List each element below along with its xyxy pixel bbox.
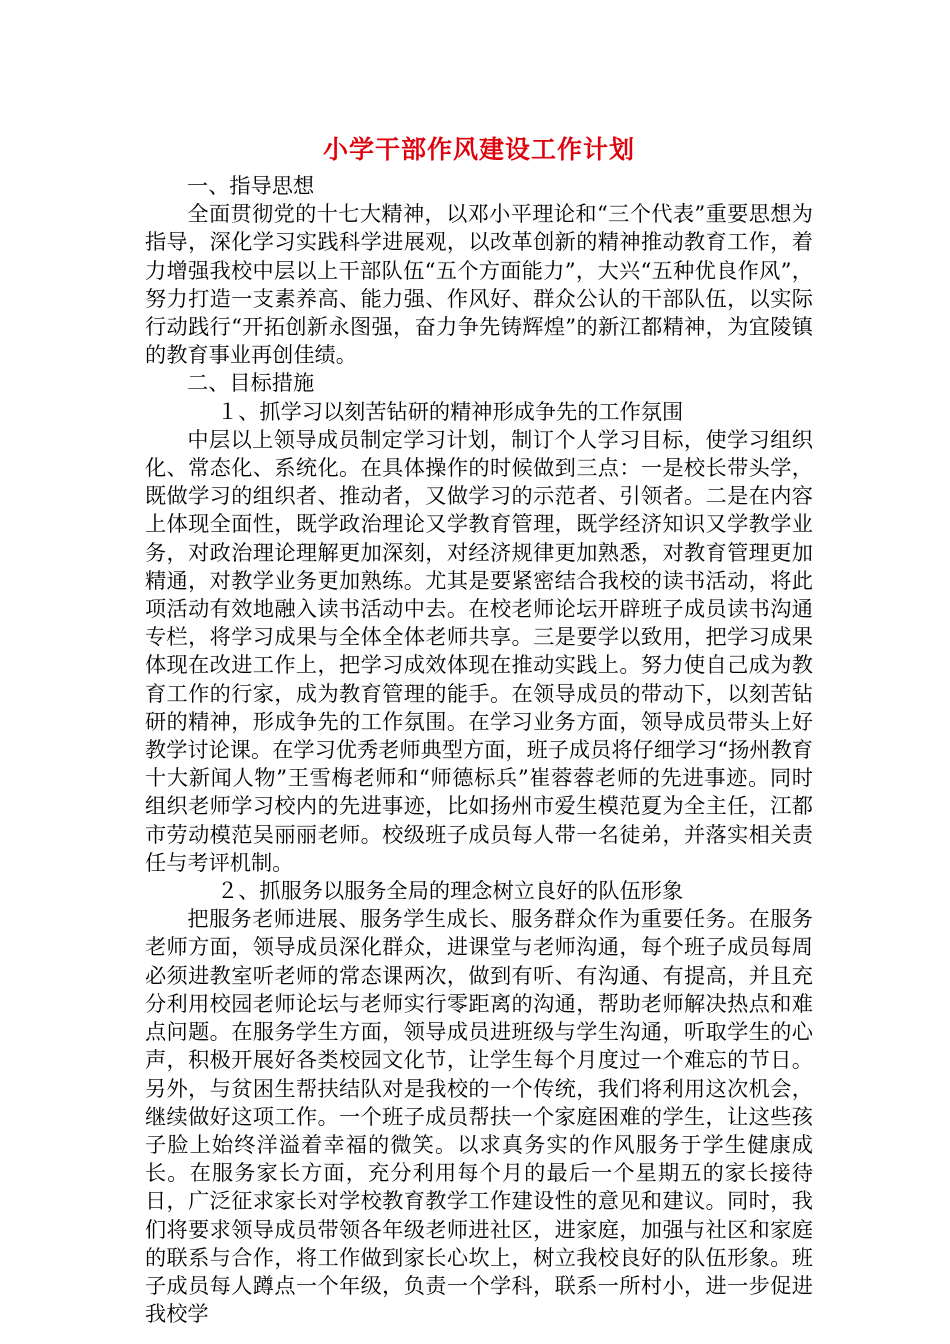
document-page — [145, 132, 813, 1328]
item-heading-study: １、抓学习以刻苦钻研的精神形成争先的工作氛围 — [217, 398, 684, 424]
section-heading-guiding-ideology: 一、指导思想 — [187, 173, 315, 198]
section-heading-goals-measures: 二、目标措施 — [187, 370, 315, 396]
guiding-ideology-paragraph: 全面贯彻党的十七大精神，以邓小平理论和“三个代表”重要思想为指导，深化学习实践科学进展观，以改革创新的精神推动教育工作，着力增强我校中层以上干部队伍“五个方面能力”，大兴“五种优良作风”，努力打造一支素养高、能力强、作风好、群众公认的干部队伍，以实际行动践行“开拓创新永图强，奋力争先铸辉煌”的新江都精神，为宜陵镇的教育事业再创佳绩。 — [145, 201, 813, 368]
item-heading-service: ２、抓服务以服务全局的理念树立良好的队伍形象 — [217, 878, 684, 904]
document-body — [145, 172, 813, 1328]
study-paragraph: 中层以上领导成员制定学习计划，制订个人学习目标，使学习组织化、常态化、系统化。在具体操作的时候做到三点：一是校长带头学，既做学习的组织者、推动者，又做学习的示范者、引领者。二是在内容上体现全面性，既学政治理论又学教育管理，既学经济知识又学教学业务，对政治理论理解更加深刻，对经济规律更加熟悉，对教育管理更加精通，对教学业务更加熟练。尤其是要紧密结合我校的读书活动，将此项活动有效地融入读书活动中去。在校老师论坛开辟班子成员读书沟通专栏，将学习成果与全体全体老师共享。三是要学以致用，把学习成果体现在改进工作上，把学习成效体现在推动实践上。努力使自己成为教育工作的行家，成为教育管理的能手。在领导成员的带动下，以刻苦钻研的精神，形成争先的工作氛围。在学习业务方面，领导成员带头上好教学讨论课。在学习优秀老师典型方面，班子成员将仔细学习“扬州教育十大新闻人物”王雪梅老师和“师德标兵”崔蓉蓉老师的先进事迹。同时组织老师学习校内的先进事迹，比如扬州市爱生模范夏为全主任，江都市劳动模范吴丽丽老师。校级班子成员每人带一名徒弟，并落实相关责任与考评机制。 — [145, 426, 813, 875]
service-paragraph: 把服务老师进展、服务学生成长、服务群众作为重要任务。在服务老师方面，领导成员深化群众，进课堂与老师沟通，每个班子成员每周必须进教室听老师的常态课两次，做到有听、有沟通、有提高，并且充分利用校园老师论坛与老师实行零距离的沟通，帮助老师解决热点和难点问题。在服务学生方面，领导成员进班级与学生沟通，听取学生的心声，积极开展好各类校园文化节，让学生每个月度过一个难忘的节日。另外，与贫困生帮扶结队对是我校的一个传统，我们将利用这次机会，继续做好这项工作。一个班子成员帮扶一个家庭困难的学生，让这些孩子脸上始终洋溢着幸福的微笑。以求真务实的作风服务于学生健康成长。在服务家长方面，充分利用每个月的最后一个星期五的家长接待日，广泛征求家长对学校教育教学工作建设性的意见和建议。同时，我们将要求领导成员带领各年级老师进社区，进家庭，加强与社区和家庭的联系与合作，将工作做到家长心坎上，树立我校良好的队伍形象。班子成员每人蹲点一个年级，负责一个学科，联系一所村小，进一步促进我校学 — [145, 906, 813, 1327]
document-title: 小学干部作风建设工作计划 — [322, 135, 635, 164]
